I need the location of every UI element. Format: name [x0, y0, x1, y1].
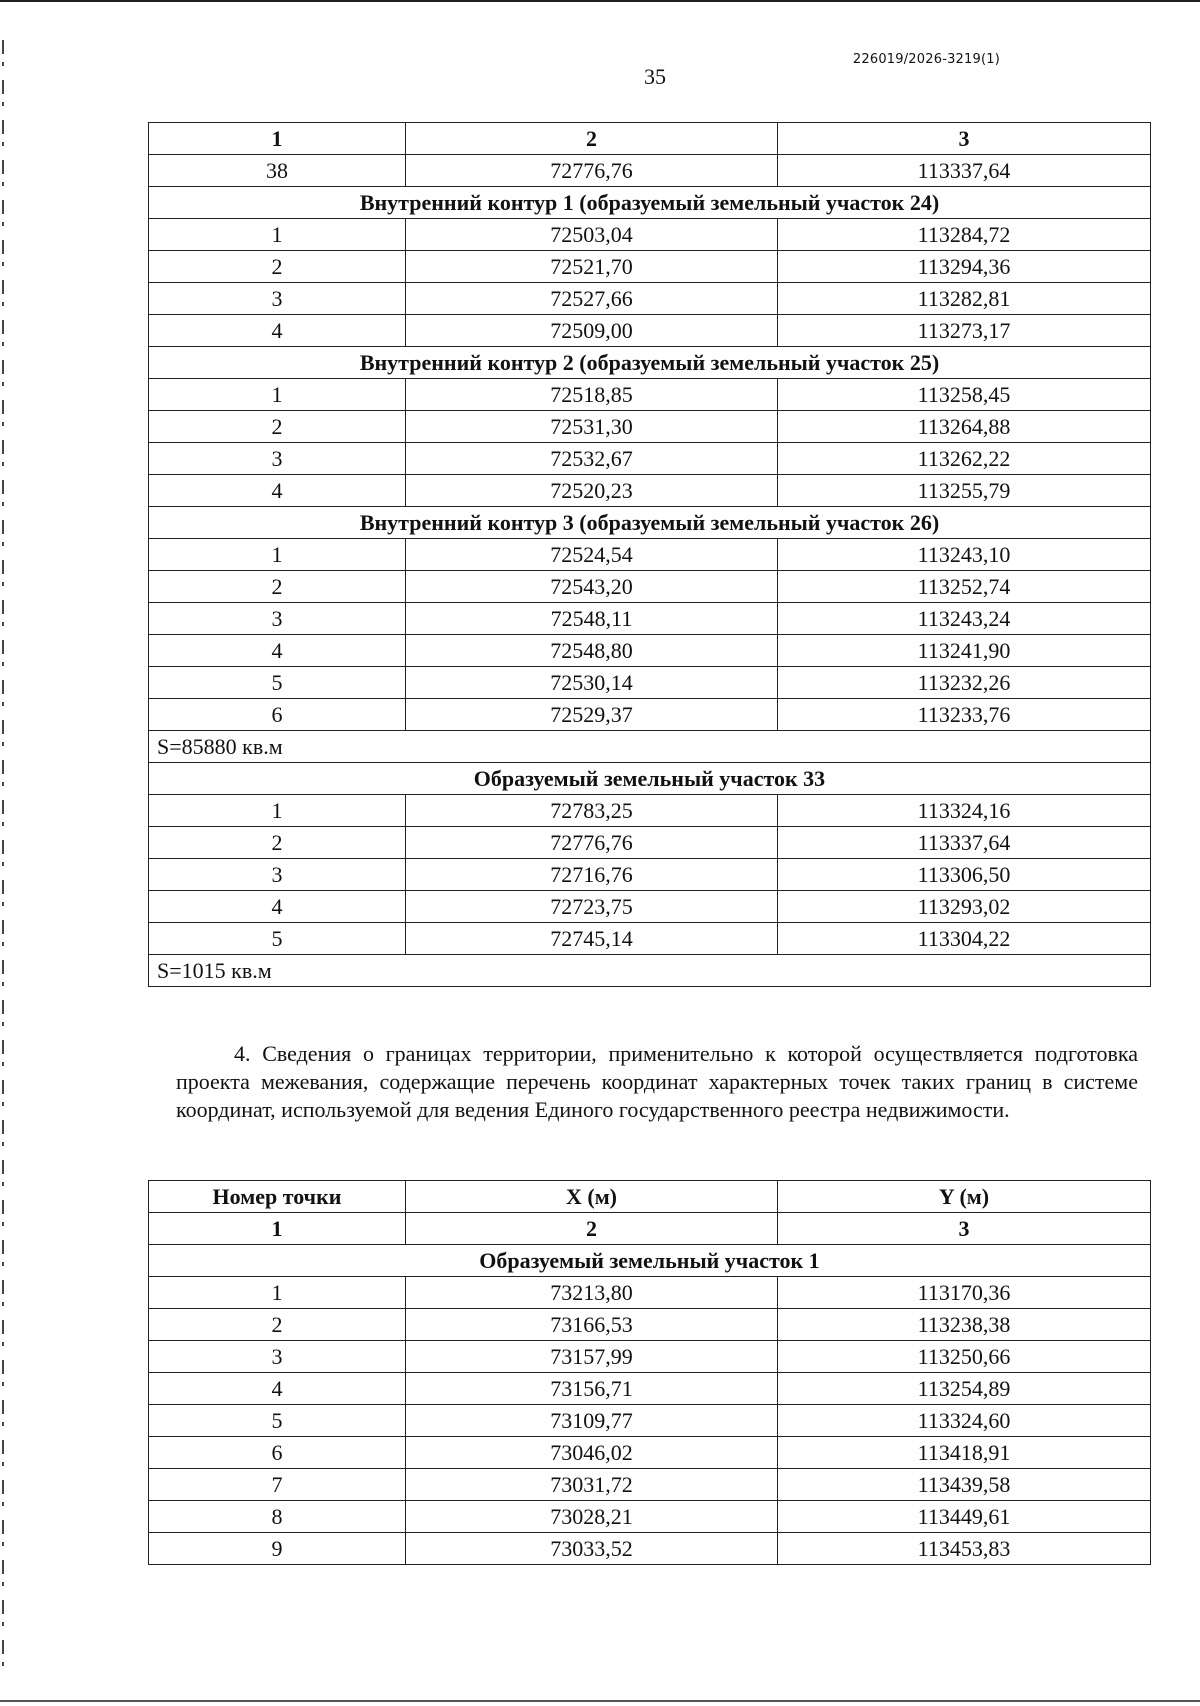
table-row [149, 475, 1151, 507]
x-coordinate-cell: 72520,23 [406, 475, 778, 507]
y-coordinate-cell: 113282,81 [778, 283, 1151, 315]
y-coordinate-cell: 113233,76 [778, 699, 1151, 731]
area-value: S=85880 кв.м [149, 731, 1151, 763]
page-number: 35 [644, 64, 666, 89]
point-number-cell: 9 [149, 1533, 406, 1565]
y-coordinate-cell: 113449,61 [778, 1501, 1151, 1533]
y-coordinate-cell: 113324,16 [778, 795, 1151, 827]
point-number-cell: 3 [149, 443, 406, 475]
point-number-cell: 1 [149, 795, 406, 827]
table-row [149, 891, 1151, 923]
document-id: 226019/2026-3219(1) [852, 52, 1000, 67]
table-row [149, 1341, 1151, 1373]
point-number-cell: 5 [149, 667, 406, 699]
table-row [149, 443, 1151, 475]
table-row [149, 251, 1151, 283]
column-number-cell: 1 [149, 123, 406, 155]
y-coordinate-cell: 113304,22 [778, 923, 1151, 955]
y-coordinate-cell: 113255,79 [778, 475, 1151, 507]
y-coordinate-cell: 113453,83 [778, 1533, 1151, 1565]
y-coordinate-cell: 113293,02 [778, 891, 1151, 923]
table-row [149, 635, 1151, 667]
point-number-cell: 1 [149, 539, 406, 571]
x-coordinate-cell: 73033,52 [406, 1533, 778, 1565]
table-row [149, 411, 1151, 443]
x-coordinate-cell: 72532,67 [406, 443, 778, 475]
y-coordinate-cell: 113254,89 [778, 1373, 1151, 1405]
point-number-cell: 2 [149, 1309, 406, 1341]
x-coordinate-cell: 72776,76 [406, 827, 778, 859]
x-coordinate-cell: 72548,11 [406, 603, 778, 635]
table-row [149, 571, 1151, 603]
section-heading-row [149, 507, 1151, 539]
section-heading-row [149, 763, 1151, 795]
y-coordinate-cell: 113337,64 [778, 155, 1151, 187]
table-row [149, 1533, 1151, 1565]
point-number-cell: 6 [149, 699, 406, 731]
y-coordinate-cell: 113250,66 [778, 1341, 1151, 1373]
y-coordinate-cell: 113418,91 [778, 1437, 1151, 1469]
x-coordinate-cell: 73166,53 [406, 1309, 778, 1341]
boundary-coordinates-table [148, 1180, 1151, 1565]
x-coordinate-cell: 73109,77 [406, 1405, 778, 1437]
y-coordinate-cell: 113170,36 [778, 1277, 1151, 1309]
header-row [149, 1181, 1151, 1213]
point-number-cell: 8 [149, 1501, 406, 1533]
y-coordinate-cell: 113238,38 [778, 1309, 1151, 1341]
table-row [149, 1405, 1151, 1437]
x-coordinate-cell: 72783,25 [406, 795, 778, 827]
table-row [149, 219, 1151, 251]
x-coordinate-cell: 72518,85 [406, 379, 778, 411]
area-row [149, 955, 1151, 987]
y-coordinate-cell: 113258,45 [778, 379, 1151, 411]
table-row [149, 1309, 1151, 1341]
table-row [149, 379, 1151, 411]
y-coordinate-cell: 113439,58 [778, 1469, 1151, 1501]
point-number-cell: 1 [149, 219, 406, 251]
table-row [149, 795, 1151, 827]
column-header: Y (м) [778, 1181, 1151, 1213]
coordinates-table-continued [148, 122, 1151, 987]
section-heading-row [149, 187, 1151, 219]
x-coordinate-cell: 72776,76 [406, 155, 778, 187]
x-coordinate-cell: 72548,80 [406, 635, 778, 667]
x-coordinate-cell: 72716,76 [406, 859, 778, 891]
section-heading: Образуемый земельный участок 1 [149, 1245, 1151, 1277]
point-number-cell: 38 [149, 155, 406, 187]
y-coordinate-cell: 113243,24 [778, 603, 1151, 635]
y-coordinate-cell: 113306,50 [778, 859, 1151, 891]
point-number-cell: 4 [149, 1373, 406, 1405]
section-heading-row [149, 347, 1151, 379]
x-coordinate-cell: 72543,20 [406, 571, 778, 603]
section-heading: Внутренний контур 2 (образуемый земельный участок 25) [149, 347, 1151, 379]
section-heading: Внутренний контур 3 (образуемый земельный участок 26) [149, 507, 1151, 539]
page-edge-top [0, 0, 1200, 2]
point-number-cell: 4 [149, 891, 406, 923]
point-number-cell: 3 [149, 859, 406, 891]
table-row [149, 859, 1151, 891]
table-row [149, 283, 1151, 315]
point-number-cell: 2 [149, 827, 406, 859]
x-coordinate-cell: 72509,00 [406, 315, 778, 347]
column-header: Номер точки [149, 1181, 406, 1213]
x-coordinate-cell: 72723,75 [406, 891, 778, 923]
table-row [149, 1437, 1151, 1469]
y-coordinate-cell: 113262,22 [778, 443, 1151, 475]
column-number-row [149, 1213, 1151, 1245]
point-number-cell: 3 [149, 283, 406, 315]
table-row [149, 155, 1151, 187]
x-coordinate-cell: 73046,02 [406, 1437, 778, 1469]
table-row [149, 1373, 1151, 1405]
x-coordinate-cell: 72531,30 [406, 411, 778, 443]
y-coordinate-cell: 113264,88 [778, 411, 1151, 443]
y-coordinate-cell: 113252,74 [778, 571, 1151, 603]
table-row [149, 1469, 1151, 1501]
y-coordinate-cell: 113324,60 [778, 1405, 1151, 1437]
column-number-cell: 3 [778, 123, 1151, 155]
section-heading-row [149, 1245, 1151, 1277]
page-edge-bottom [0, 1700, 1200, 1702]
point-number-cell: 1 [149, 379, 406, 411]
point-number-cell: 2 [149, 251, 406, 283]
x-coordinate-cell: 73157,99 [406, 1341, 778, 1373]
x-coordinate-cell: 72503,04 [406, 219, 778, 251]
point-number-cell: 4 [149, 635, 406, 667]
x-coordinate-cell: 72524,54 [406, 539, 778, 571]
section-4-text: 4. Сведения о границах территории, применительно к которой осуществляется подготовка проекта межевания, содержащие перечень координат характерных точек таких границ в системе координат, используемой для ведения Единого государственного реестра недвижимости. [176, 1041, 1138, 1122]
column-number-cell: 1 [149, 1213, 406, 1245]
section-4-paragraph [176, 1040, 1138, 1124]
section-heading: Образуемый земельный участок 33 [149, 763, 1151, 795]
column-number-cell: 3 [778, 1213, 1151, 1245]
table-row [149, 539, 1151, 571]
point-number-cell: 2 [149, 571, 406, 603]
y-coordinate-cell: 113337,64 [778, 827, 1151, 859]
area-value: S=1015 кв.м [149, 955, 1151, 987]
y-coordinate-cell: 113284,72 [778, 219, 1151, 251]
section-heading: Внутренний контур 1 (образуемый земельный участок 24) [149, 187, 1151, 219]
table-row [149, 1277, 1151, 1309]
table-row [149, 667, 1151, 699]
point-number-cell: 6 [149, 1437, 406, 1469]
x-coordinate-cell: 73028,21 [406, 1501, 778, 1533]
point-number-cell: 5 [149, 1405, 406, 1437]
column-number-row [149, 123, 1151, 155]
table-row [149, 827, 1151, 859]
x-coordinate-cell: 73031,72 [406, 1469, 778, 1501]
point-number-cell: 4 [149, 475, 406, 507]
x-coordinate-cell: 73213,80 [406, 1277, 778, 1309]
table-row [149, 603, 1151, 635]
x-coordinate-cell: 72529,37 [406, 699, 778, 731]
y-coordinate-cell: 113243,10 [778, 539, 1151, 571]
point-number-cell: 3 [149, 1341, 406, 1373]
point-number-cell: 5 [149, 923, 406, 955]
x-coordinate-cell: 72530,14 [406, 667, 778, 699]
x-coordinate-cell: 72527,66 [406, 283, 778, 315]
point-number-cell: 2 [149, 411, 406, 443]
point-number-cell: 7 [149, 1469, 406, 1501]
point-number-cell: 1 [149, 1277, 406, 1309]
y-coordinate-cell: 113273,17 [778, 315, 1151, 347]
table-row [149, 699, 1151, 731]
area-row [149, 731, 1151, 763]
x-coordinate-cell: 72745,14 [406, 923, 778, 955]
x-coordinate-cell: 72521,70 [406, 251, 778, 283]
column-number-cell: 2 [406, 1213, 778, 1245]
table-row [149, 1501, 1151, 1533]
x-coordinate-cell: 73156,71 [406, 1373, 778, 1405]
column-number-cell: 2 [406, 123, 778, 155]
table-row [149, 923, 1151, 955]
y-coordinate-cell: 113241,90 [778, 635, 1151, 667]
point-number-cell: 4 [149, 315, 406, 347]
point-number-cell: 3 [149, 603, 406, 635]
table-row [149, 315, 1151, 347]
column-header: X (м) [406, 1181, 778, 1213]
y-coordinate-cell: 113294,36 [778, 251, 1151, 283]
page-edge-left [2, 40, 4, 1680]
y-coordinate-cell: 113232,26 [778, 667, 1151, 699]
